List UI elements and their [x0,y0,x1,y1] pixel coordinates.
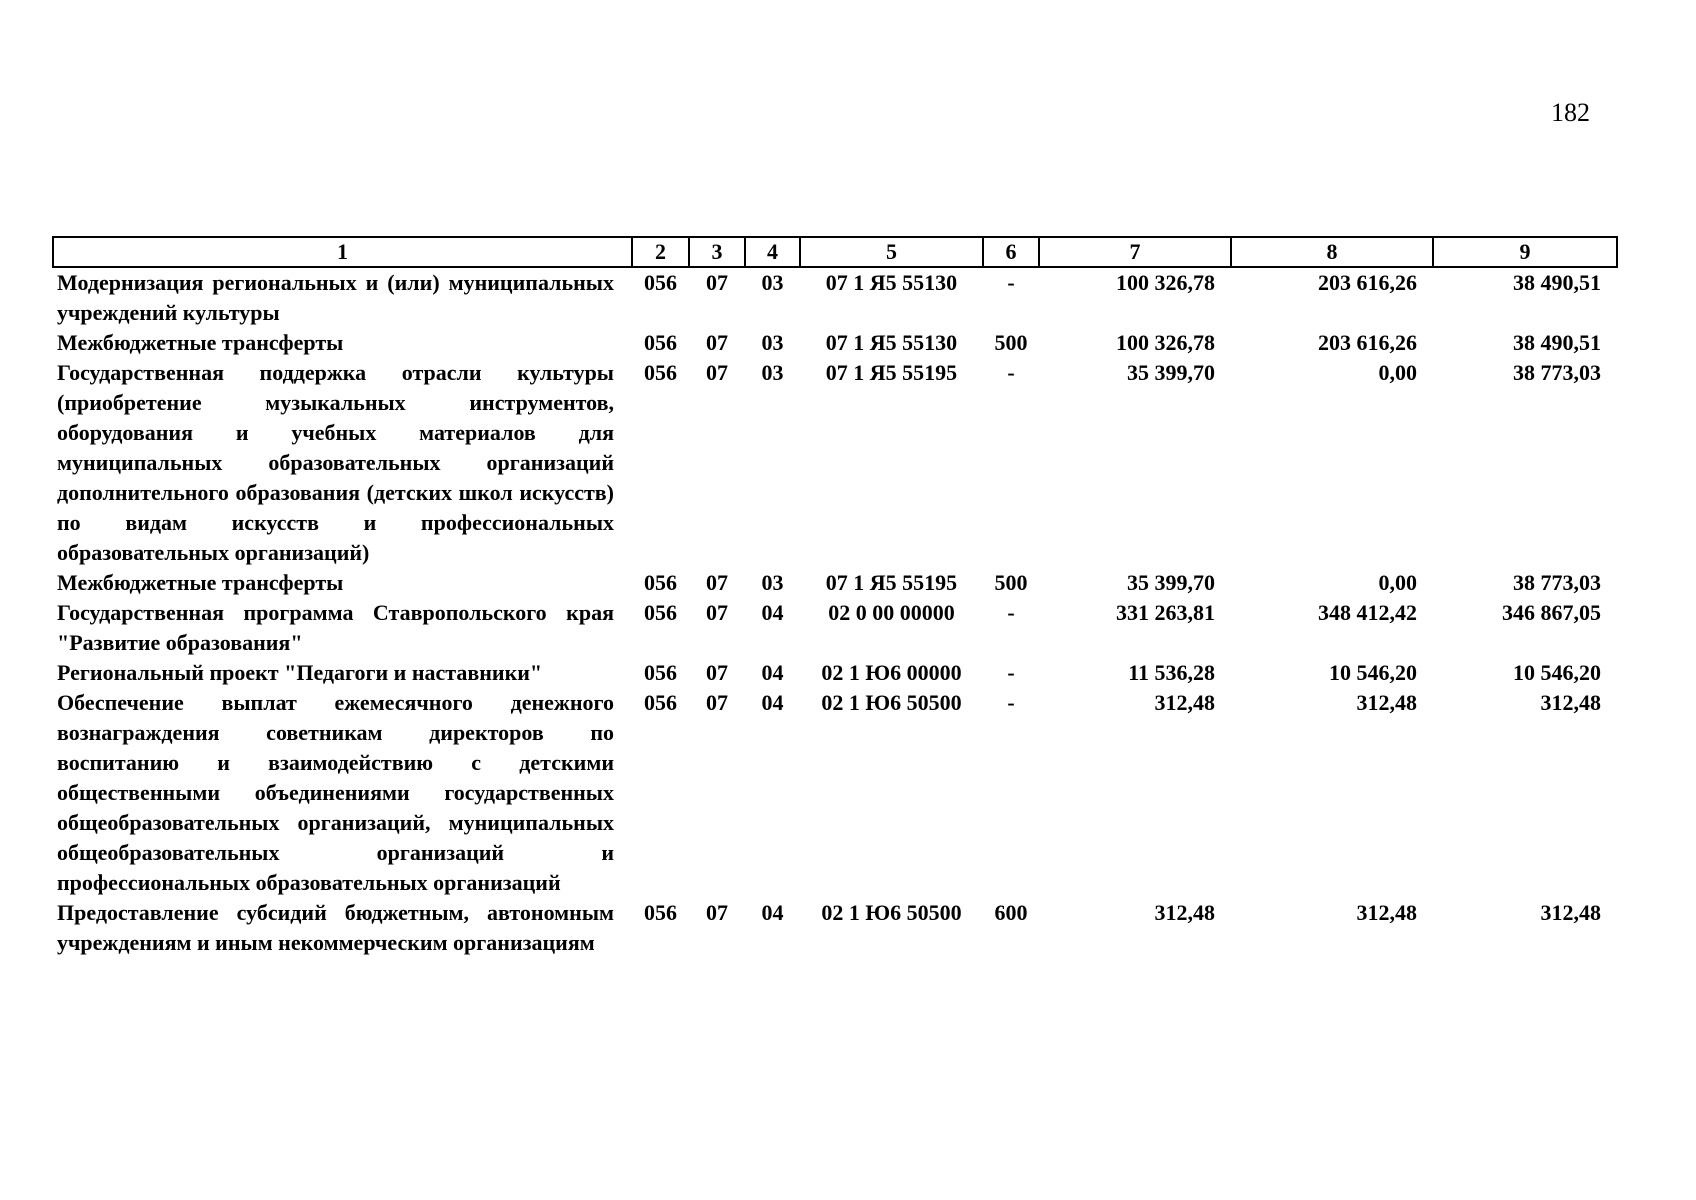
row-target-article: 07 1 Я5 55130 [825,330,958,355]
row-subsection: 04 [761,660,784,685]
row-expense-type: - [1007,600,1015,625]
row-subsection: 03 [761,360,784,385]
row-name: Межбюджетные трансферты [57,330,344,355]
row-grbs: 056 [644,900,677,925]
header-col-1: 1 [53,237,632,267]
row-amount-col8: 0,00 [1378,570,1417,595]
header-col-4: 4 [745,237,800,267]
table-row [53,267,1617,328]
header-col-9: 9 [1433,237,1617,267]
table-row [53,598,1617,658]
header-col-6: 6 [983,237,1039,267]
row-subsection: 03 [761,270,784,295]
header-col-2: 2 [632,237,689,267]
row-amount-col9: 38 490,51 [1513,330,1601,355]
row-amount-col7: 100 326,78 [1116,270,1215,295]
row-amount-col9: 346 867,05 [1502,600,1601,625]
table-row [53,898,1617,958]
row-amount-col9: 312,48 [1540,690,1601,715]
row-target-article: 02 1 Ю6 50500 [821,900,962,925]
row-amount-col7: 35 399,70 [1127,360,1215,385]
row-amount-col8: 312,48 [1356,900,1417,925]
row-subsection: 03 [761,330,784,355]
row-subsection: 04 [761,690,784,715]
row-amount-col9: 38 773,03 [1513,570,1601,595]
row-name: Государственная программа Ставропольского края "Развитие образования" [57,600,614,655]
row-amount-col7: 100 326,78 [1116,330,1215,355]
row-expense-type: - [1007,690,1015,715]
budget-table [52,236,1618,958]
row-section: 07 [706,660,728,685]
row-grbs: 056 [644,360,677,385]
row-grbs: 056 [644,570,677,595]
row-subsection: 04 [761,600,784,625]
row-section: 07 [706,600,728,625]
table-row [53,358,1617,568]
row-expense-type: 500 [994,570,1028,595]
row-amount-col8: 203 616,26 [1318,330,1417,355]
row-amount-col7: 11 536,28 [1128,660,1215,685]
row-name: Региональный проект "Педагоги и наставники" [57,660,543,685]
row-section: 07 [706,330,728,355]
row-target-article: 07 1 Я5 55195 [825,570,958,595]
row-expense-type: 500 [994,330,1028,355]
table-row [53,688,1617,898]
row-expense-type: - [1007,660,1015,685]
row-amount-col9: 312,48 [1540,900,1601,925]
row-amount-col8: 348 412,42 [1318,600,1417,625]
table-row [53,568,1617,598]
row-amount-col7: 312,48 [1154,900,1215,925]
row-target-article: 02 0 00 00000 [828,600,955,625]
table-row [53,328,1617,358]
table-header [53,237,1617,267]
row-amount-col8: 312,48 [1356,690,1417,715]
row-amount-col7: 331 263,81 [1116,600,1215,625]
row-grbs: 056 [644,330,677,355]
table-row [53,658,1617,688]
row-amount-col9: 38 773,03 [1513,360,1601,385]
row-section: 07 [706,270,728,295]
row-subsection: 03 [761,570,784,595]
row-name: Модернизация региональных и (или) муниципальных учреждений культуры [57,270,614,325]
row-grbs: 056 [644,270,677,295]
row-amount-col7: 35 399,70 [1127,570,1215,595]
row-grbs: 056 [644,660,677,685]
row-name: Обеспечение выплат ежемесячного денежного вознаграждения советникам директоров по воспитанию и взаимодействию с детскими общественными объединениями государственных общеобразовательных организаций, муниципальных общеобразовательных организаций и профессиональных образовательных организаций [57,690,614,895]
header-col-8: 8 [1231,237,1433,267]
row-expense-type: - [1007,360,1015,385]
row-section: 07 [706,690,728,715]
row-name: Межбюджетные трансферты [57,570,344,595]
row-target-article: 07 1 Я5 55130 [825,270,958,295]
row-target-article: 02 1 Ю6 00000 [821,660,962,685]
row-amount-col8: 0,00 [1378,360,1417,385]
row-amount-col8: 10 546,20 [1329,660,1417,685]
row-amount-col7: 312,48 [1154,690,1215,715]
page-number: 182 [1551,98,1590,127]
row-amount-col8: 203 616,26 [1318,270,1417,295]
header-col-3: 3 [689,237,745,267]
row-name: Предоставление субсидий бюджетным, автономным учреждениям и иным некоммерческим организациям [57,900,614,955]
row-section: 07 [706,570,728,595]
row-target-article: 07 1 Я5 55195 [825,360,958,385]
row-grbs: 056 [644,600,677,625]
header-col-7: 7 [1039,237,1231,267]
row-expense-type: 600 [994,900,1028,925]
row-subsection: 04 [761,900,784,925]
row-expense-type: - [1007,270,1015,295]
header-row [53,237,1617,267]
row-target-article: 02 1 Ю6 50500 [821,690,962,715]
row-section: 07 [706,900,728,925]
row-grbs: 056 [644,690,677,715]
header-col-5: 5 [800,237,983,267]
row-name: Государственная поддержка отрасли культуры (приобретение музыкальных инструментов, оборудования и учебных материалов для муниципальных образовательных организаций дополнительного образования (детских школ искусств) по видам искусств и профессиональных образовательных организаций) [57,360,614,565]
row-amount-col9: 38 490,51 [1513,270,1601,295]
table-body [53,267,1617,958]
row-amount-col9: 10 546,20 [1513,660,1601,685]
row-section: 07 [706,360,728,385]
